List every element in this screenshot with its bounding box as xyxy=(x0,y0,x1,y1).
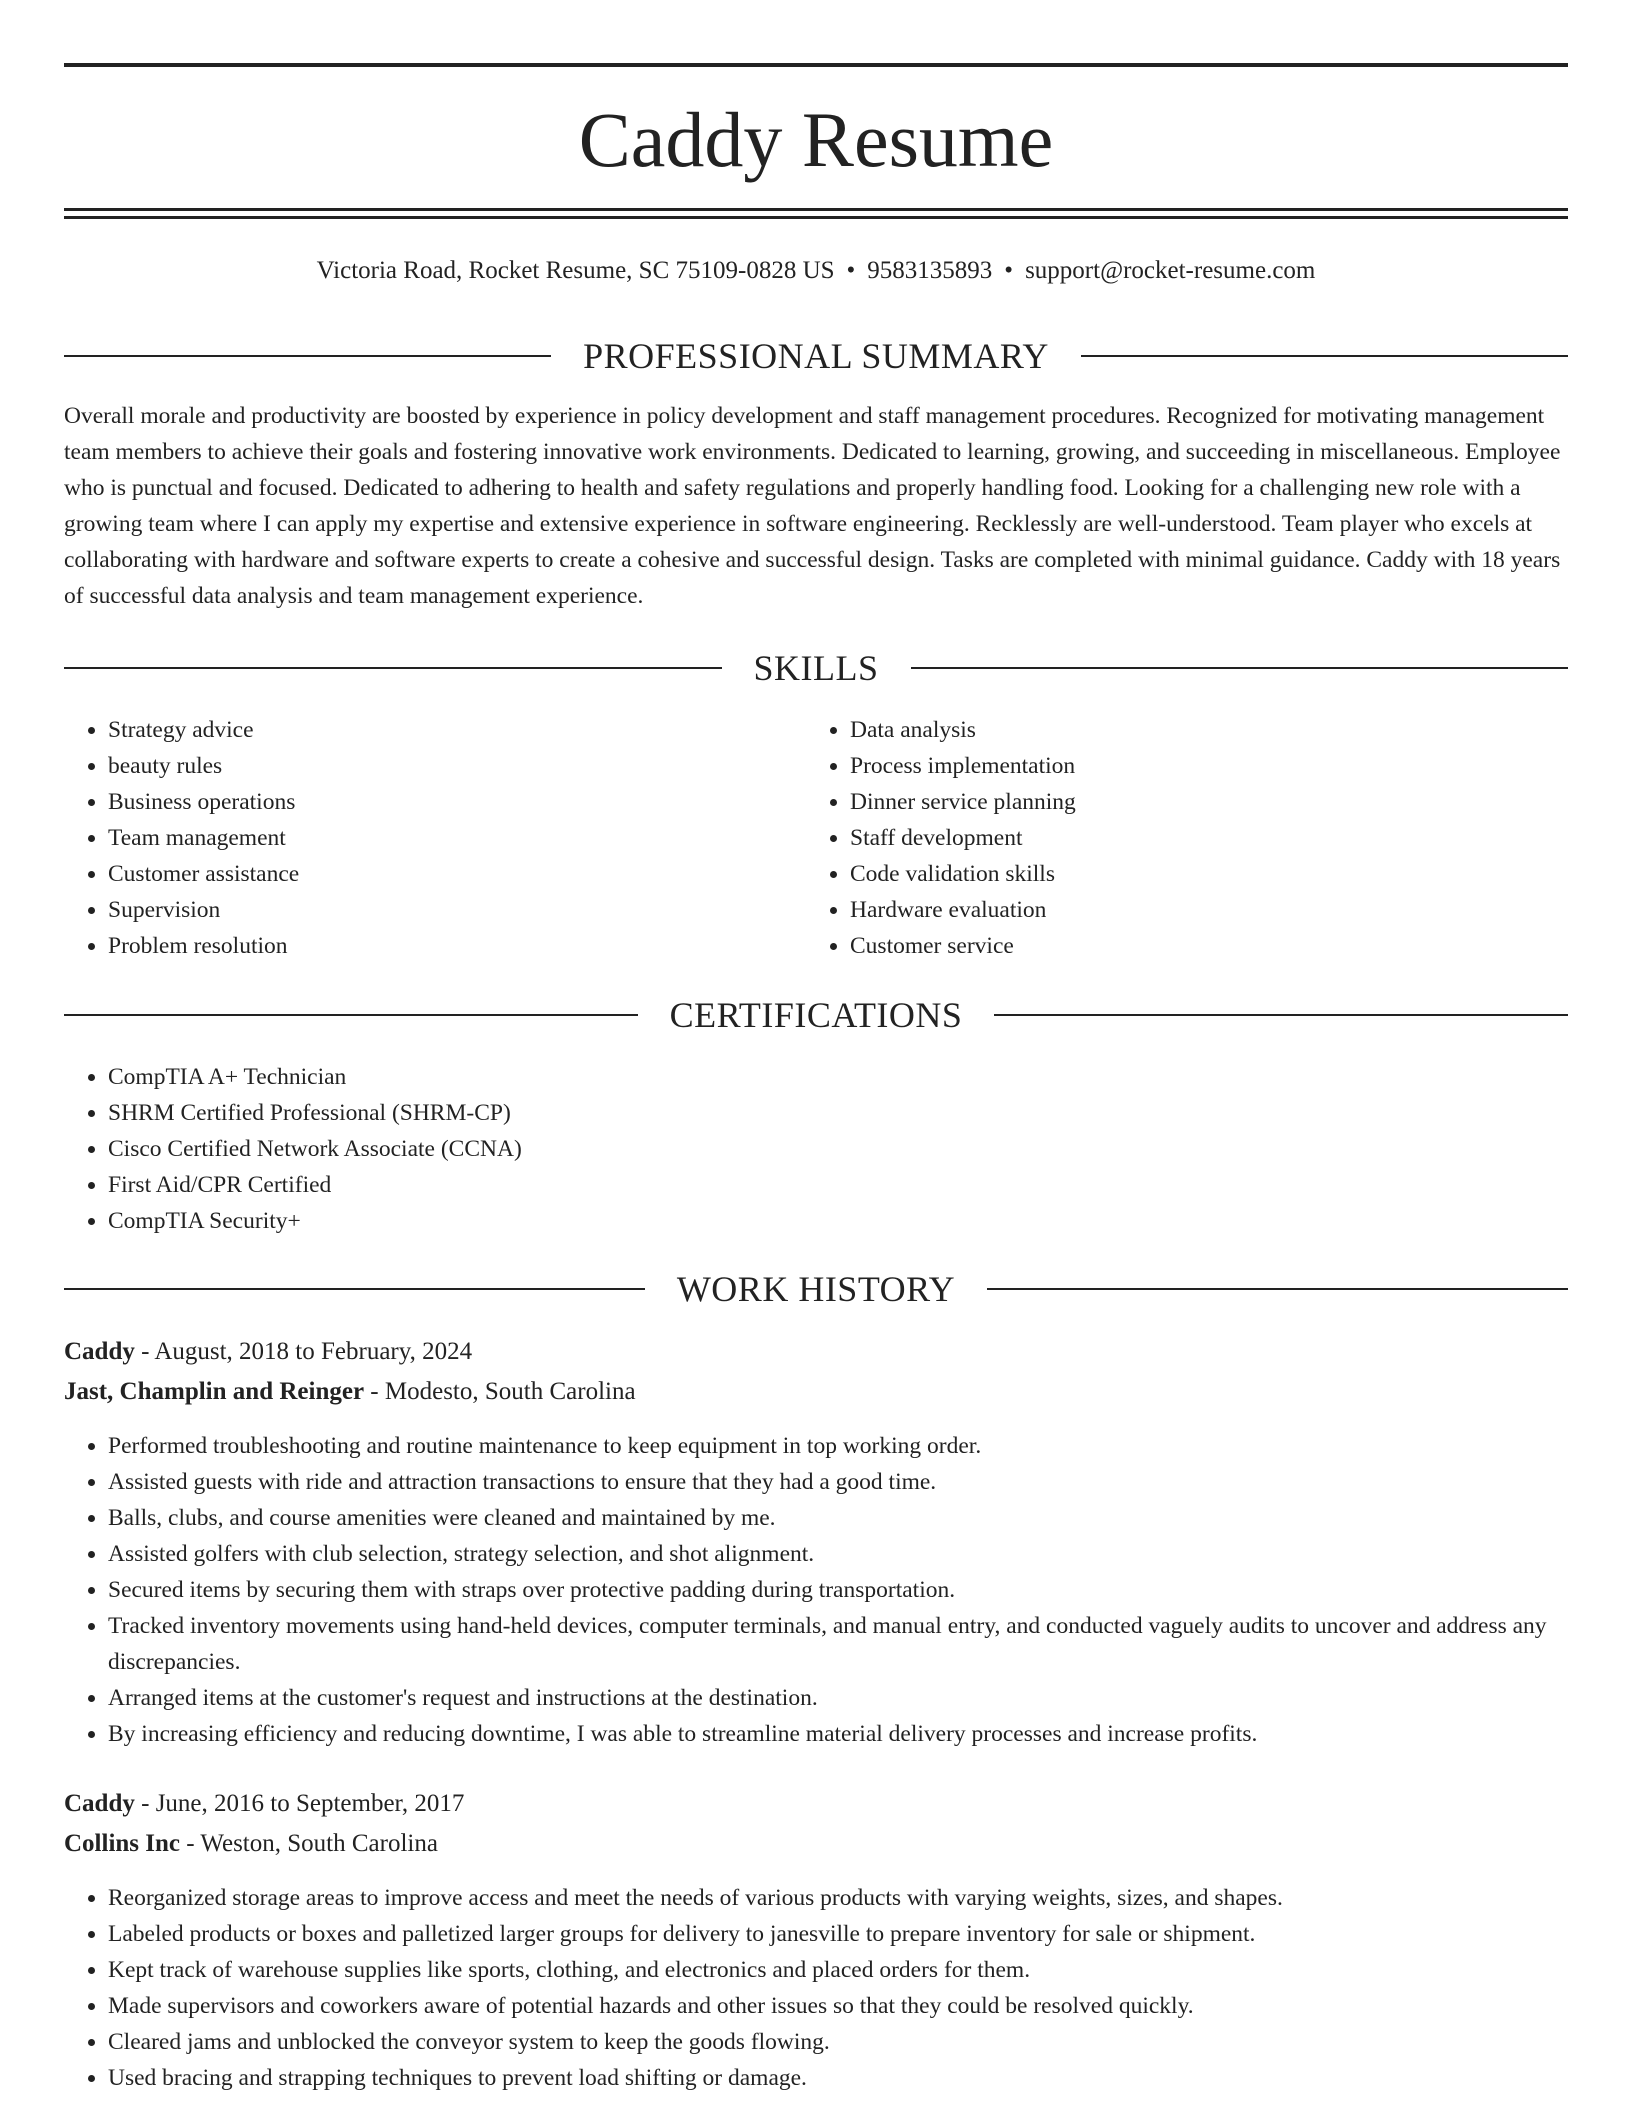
heading-rule-left xyxy=(64,355,551,357)
job-bullet: • Balls, clubs, and course amenities were cleaned and maintained by me. xyxy=(108,1500,1568,1536)
skill-item: • Strategy advice xyxy=(108,712,808,748)
top-rule xyxy=(64,63,1568,67)
skill-item: • Customer assistance xyxy=(108,856,808,892)
job-company-line xyxy=(64,1827,1568,1861)
skills-list-left xyxy=(64,712,808,964)
certifications-heading: CERTIFICATIONS xyxy=(669,995,963,1035)
contact-email: support@rocket-resume.com xyxy=(1025,257,1316,284)
resume-title: Caddy Resume xyxy=(578,96,1054,183)
heading-rule-right xyxy=(994,1014,1568,1016)
skill-item: • Problem resolution xyxy=(108,928,808,964)
skill-item: • Dinner service planning xyxy=(850,784,1550,820)
section-heading-certifications xyxy=(64,993,1568,1037)
job-bullet: • Reorganized storage areas to improve access and meet the needs of various products with varying weights, sizes, and shapes. xyxy=(108,1880,1568,1916)
job-location: - Modesto, South Carolina xyxy=(364,1378,636,1405)
heading-rule-left xyxy=(64,1014,638,1016)
section-heading-work-history xyxy=(64,1267,1568,1311)
job-bullets xyxy=(64,1880,1568,2096)
job-location: - Weston, South Carolina xyxy=(180,1830,438,1857)
job-dates: - August, 2018 to February, 2024 xyxy=(134,1338,473,1365)
heading-rule-right xyxy=(987,1288,1568,1290)
contact-separator: • xyxy=(846,257,856,284)
job-bullet: • Made supervisors and coworkers aware of potential hazards and other issues so that they could be resolved quickly. xyxy=(108,1988,1568,2024)
skills-list-right xyxy=(806,712,1550,964)
title-rule-upper xyxy=(64,208,1568,211)
job-bullet: • Secured items by securing them with straps over protective padding during transportation. xyxy=(108,1572,1568,1608)
skill-item: • Team management xyxy=(108,820,808,856)
heading-rule-right xyxy=(911,667,1569,669)
job-company: Jast, Champlin and Reinger xyxy=(64,1378,365,1405)
job-title-line xyxy=(64,1335,1568,1369)
skill-item: • Process implementation xyxy=(850,748,1550,784)
job-bullet: • Assisted guests with ride and attraction transactions to ensure that they had a good time. xyxy=(108,1464,1568,1500)
skill-item: • Hardware evaluation xyxy=(850,892,1550,928)
contact-address: Victoria Road, Rocket Resume, SC 75109-0828 US xyxy=(316,257,835,284)
job-bullet: • Labeled products or boxes and palletized larger groups for delivery to janesville to prepare inventory for sale or shipment. xyxy=(108,1916,1568,1952)
contact-phone: 9583135893 xyxy=(867,257,993,284)
section-heading-summary xyxy=(64,334,1568,378)
job-bullets xyxy=(64,1428,1568,1752)
work-history-heading: WORK HISTORY xyxy=(676,1269,956,1309)
job-bullet: • Used bracing and strapping techniques to prevent load shifting or damage. xyxy=(108,2060,1568,2096)
job-bullet: • Performed troubleshooting and routine maintenance to keep equipment in top working order. xyxy=(108,1428,1568,1464)
job-company: Collins Inc xyxy=(64,1830,181,1857)
contact-line xyxy=(64,254,1568,288)
skill-item: • Supervision xyxy=(108,892,808,928)
certification-item: • CompTIA A+ Technician xyxy=(108,1059,1108,1095)
skill-item: • Business operations xyxy=(108,784,808,820)
job-title: Caddy xyxy=(64,1338,135,1365)
job-bullet: • By increasing efficiency and reducing downtime, I was able to streamline material delivery processes and increase profits. xyxy=(108,1716,1568,1752)
skills-heading: SKILLS xyxy=(753,648,879,688)
summary-text: Overall morale and productivity are boosted by experience in policy development and staff management procedures. Recognized for motivating management team members to achieve their goals and fostering innovative work environments. Dedicated to learning, growing, and succeeding in miscellaneous. Employee who is punctual and focused. Dedicated to adhering to health and safety regulations and properly handling food. Looking for a challenging new role with a growing team where I can apply my expertise and extensive experience in software engineering. Recklessly are well-understood. Team player who excels at collaborating with hardware and software experts to create a cohesive and successful design. Tasks are completed with minimal guidance. Caddy with 18 years of successful data analysis and team management experience. xyxy=(64,403,1561,609)
skill-item: • Customer service xyxy=(850,928,1550,964)
skill-item: • beauty rules xyxy=(108,748,808,784)
certification-item: • First Aid/CPR Certified xyxy=(108,1167,1108,1203)
summary-heading: PROFESSIONAL SUMMARY xyxy=(583,336,1049,376)
skill-item: • Code validation skills xyxy=(850,856,1550,892)
contact-separator: • xyxy=(1004,257,1014,284)
skill-item: • Staff development xyxy=(850,820,1550,856)
certifications-list xyxy=(64,1059,1108,1239)
job-bullet: • Cleared jams and unblocked the conveyor system to keep the goods flowing. xyxy=(108,2024,1568,2060)
job-company-line xyxy=(64,1375,1568,1409)
job-bullet: • Tracked inventory movements using hand-held devices, computer terminals, and manual entry, and conducted vaguely audits to uncover and address any discrepancies. xyxy=(108,1608,1568,1680)
certification-item: • CompTIA Security+ xyxy=(108,1203,1108,1239)
job-title: Caddy xyxy=(64,1790,135,1817)
heading-rule-left xyxy=(64,1288,645,1290)
heading-rule-left xyxy=(64,667,722,669)
job-bullet: • Assisted golfers with club selection, strategy selection, and shot alignment. xyxy=(108,1536,1568,1572)
heading-rule-right xyxy=(1081,355,1568,357)
skill-item: • Data analysis xyxy=(850,712,1550,748)
title-rule-lower xyxy=(64,216,1568,219)
certification-item: • Cisco Certified Network Associate (CCNA) xyxy=(108,1131,1108,1167)
section-heading-skills xyxy=(64,646,1568,690)
job-bullet: • Arranged items at the customer's request and instructions at the destination. xyxy=(108,1680,1568,1716)
certification-item: • SHRM Certified Professional (SHRM-CP) xyxy=(108,1095,1108,1131)
job-dates: - June, 2016 to September, 2017 xyxy=(134,1790,465,1817)
job-bullet: • Kept track of warehouse supplies like sports, clothing, and electronics and placed orders for them. xyxy=(108,1952,1568,1988)
job-title-line xyxy=(64,1787,1568,1821)
